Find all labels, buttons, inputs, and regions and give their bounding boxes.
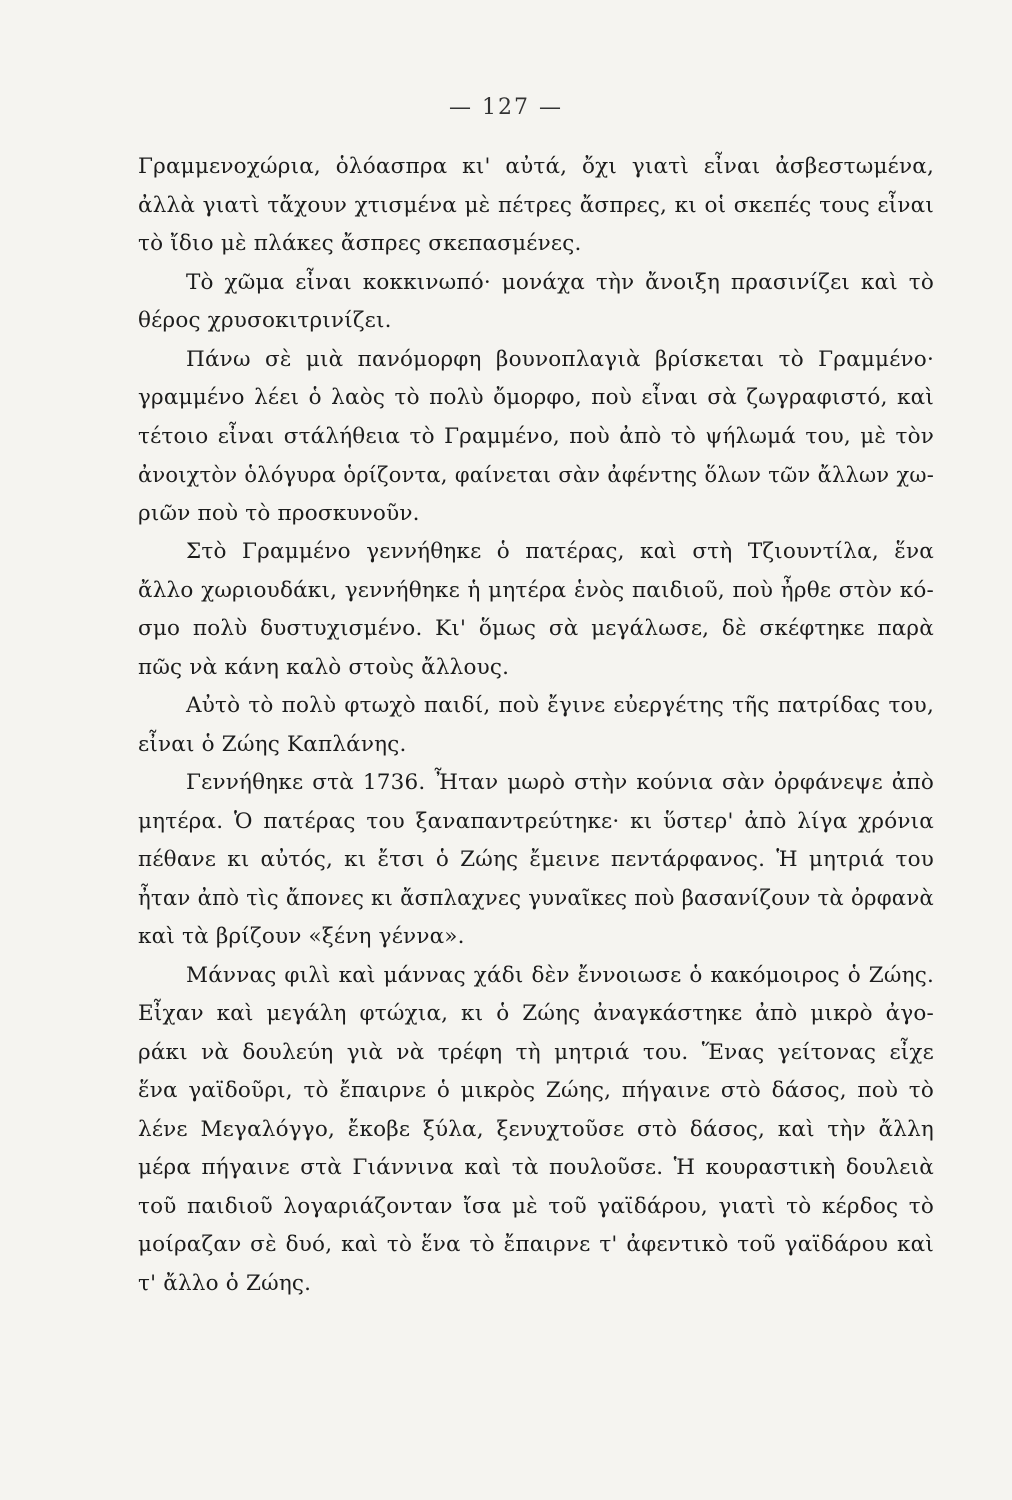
- text-line: μέρα πήγαινε στὰ Γιάννινα καὶ τὰ πουλοῦσε. Ἡ κουραστικὴ δουλειὰ: [138, 1155, 934, 1180]
- text-line: Πάνω σὲ μιὰ πανόμορφη βουνοπλαγιὰ βρίσκεται τὸ Γραμμένο·: [186, 346, 934, 372]
- text-line: ράκι νὰ δουλεύη γιὰ νὰ τρέφη τὴ μητριά του. Ἕνας γείτονας εἶχε: [138, 1039, 934, 1065]
- text-line: καὶ τὰ βρίζουν «ξένη γέννα».: [138, 924, 465, 949]
- text-line: τὸ ἴδιο μὲ πλάκες ἄσπρες σκεπασμένες.: [138, 231, 582, 256]
- text-line: τ' ἄλλο ὁ Ζώης.: [138, 1270, 312, 1296]
- body-text: [138, 148, 934, 1303]
- text-line: Στὸ Γραμμένο γεννήθηκε ὁ πατέρας, καὶ στὴ Τζιουντίλα, ἕνα: [186, 539, 934, 564]
- text-line: ἕνα γαϊδοῦρι, τὸ ἔπαιρνε ὁ μικρὸς Ζώης, πήγαινε στὸ δάσος, ποὺ τὸ: [138, 1078, 934, 1103]
- text-line: τέτοιο εἶναι στάλήθεια τὸ Γραμμένο, ποὺ ἀπὸ τὸ ψήλωμά του, μὲ τὸν: [138, 423, 934, 449]
- text-line: ἦταν ἀπὸ τὶς ἄπονες κι ἄσπλαχνες γυναῖκες ποὺ βασανίζουν τὰ ὀρφανὰ: [138, 885, 934, 911]
- text-line: πῶς νὰ κάνη καλὸ στοὺς ἄλλους.: [138, 654, 510, 680]
- text-line: ριῶν ποὺ τὸ προσκυνοῦν.: [138, 500, 420, 526]
- text-line: μητέρα. Ὁ πατέρας του ξαναπαντρεύτηκε· κι ὕστερ' ἀπὸ λίγα χρόνια: [138, 808, 934, 834]
- text-line: Τὸ χῶμα εἶναι κοκκινωπό· μονάχα τὴν ἄνοιξη πρασινίζει καὶ τὸ: [186, 269, 934, 295]
- text-line: ἀλλὰ γιατὶ τἄχουν χτισμένα μὲ πέτρες ἄσπρες, κι οἱ σκεπές τους εἶναι: [138, 192, 934, 218]
- text-line: Εἶχαν καὶ μεγάλη φτώχια, κι ὁ Ζώης ἀναγκάστηκε ἀπὸ μικρὸ ἀγο-: [138, 1001, 934, 1026]
- text-line: εἶναι ὁ Ζώης Καπλάνης.: [138, 731, 407, 757]
- text-line: ἄλλο χωριουδάκι, γεννήθηκε ἡ μητέρα ἑνὸς παιδιοῦ, ποὺ ἦρθε στὸν κό-: [138, 577, 934, 603]
- text-line: θέρος χρυσοκιτρινίζει.: [138, 308, 392, 333]
- text-line: τοῦ παιδιοῦ λογαριάζονταν ἴσα μὲ τοῦ γαϊδάρου, γιατὶ τὸ κέρδος τὸ: [138, 1193, 934, 1219]
- text-line: γραμμένο λέει ὁ λαὸς τὸ πολὺ ὄμορφο, ποὺ εἶναι σὰ ζωγραφιστό, καὶ: [138, 385, 934, 410]
- text-line: πέθανε κι αὐτός, κι ἔτσι ὁ Ζώης ἔμεινε πεντάρφανος. Ἡ μητριά του: [138, 847, 934, 872]
- page-number: — 127 —: [449, 95, 563, 120]
- text-line: Αὐτὸ τὸ πολὺ φτωχὸ παιδί, ποὺ ἔγινε εὐεργέτης τῆς πατρίδας του,: [186, 693, 934, 718]
- text-line: σμο πολὺ δυστυχισμένο. Κι' ὅμως σὰ μεγάλωσε, δὲ σκέφτηκε παρὰ: [138, 616, 934, 641]
- text-line: μοίραζαν σὲ δυό, καὶ τὸ ἕνα τὸ ἔπαιρνε τ' ἀφεντικὸ τοῦ γαϊδάρου καὶ: [138, 1232, 934, 1257]
- text-line: Γεννήθηκε στὰ 1736. Ἦταν μωρὸ στὴν κούνια σὰν ὀρφάνεψε ἀπὸ: [186, 770, 934, 795]
- text-line: Γραμμενοχώρια, ὁλόασπρα κι' αὐτά, ὄχι γιατὶ εἶναι ἀσβεστωμένα,: [138, 154, 934, 179]
- text-line: ἀνοιχτὸν ὁλόγυρα ὁρίζοντα, φαίνεται σὰν ἀφέντης ὅλων τῶν ἄλλων χω-: [138, 463, 934, 487]
- text-line: Μάννας φιλὶ καὶ μάννας χάδι δὲν ἔννοιωσε ὁ κακόμοιρος ὁ Ζώης.: [186, 962, 934, 988]
- text-line: λένε Μεγαλόγγο, ἔκοβε ξύλα, ξενυχτοῦσε στὸ δάσος, καὶ τὴν ἄλλη: [138, 1116, 934, 1142]
